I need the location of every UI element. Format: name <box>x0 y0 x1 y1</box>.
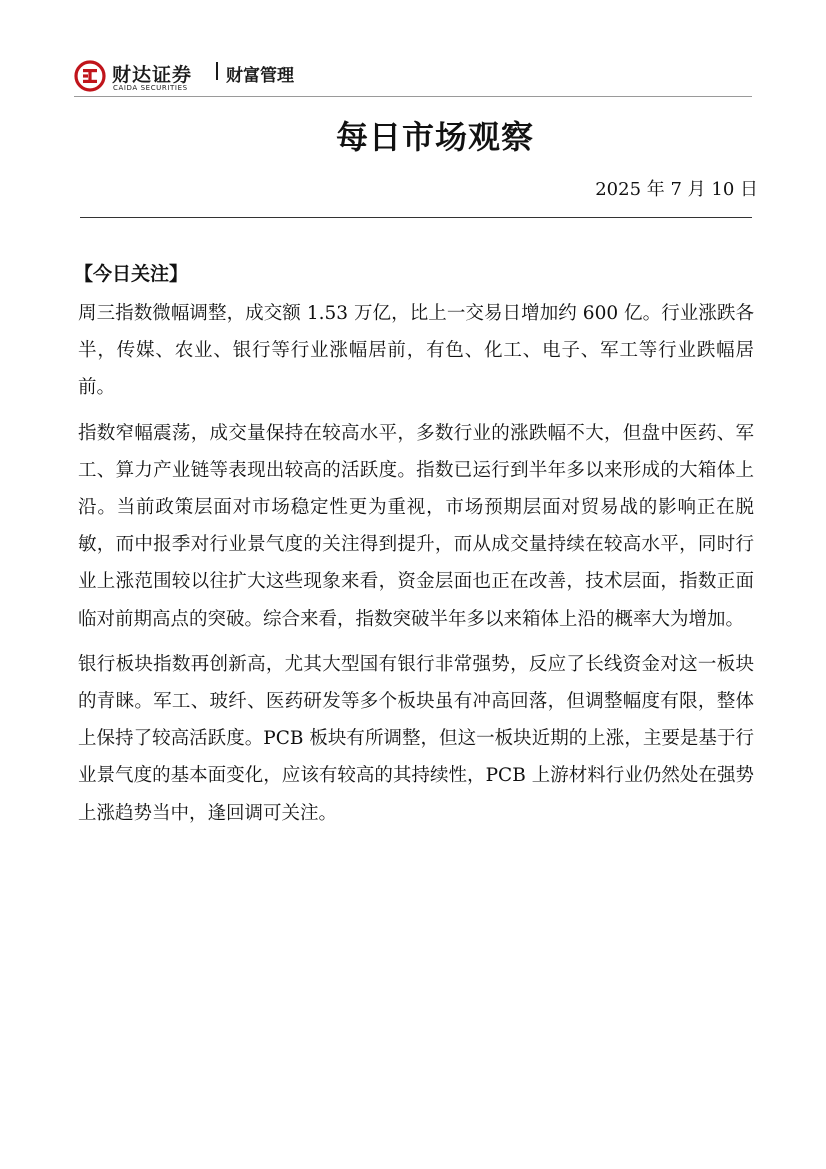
caida-logo-icon <box>74 60 106 92</box>
page-header <box>74 58 754 98</box>
brand-subtitle: 财富管理 <box>226 66 294 86</box>
date-rule <box>80 217 752 218</box>
brand-name-cn: 财达证券 <box>112 64 193 86</box>
document-date: 2025 年 7 月 10 日 <box>595 179 758 200</box>
paragraph-3: 银行板块指数再创新高，尤其大型国有银行非常强势，反应了长线资金对这一板块的青睐。军工、玻纤、医药研发等多个板块虽有冲高回落，但调整幅度有限，整体上保持了较高活跃度。PCB 板块有所调整，但这一板块近期的上涨，主要是基于行业景气度的基本面变化，应该有较高的其持续性，PCB 上游材料行业仍然处在强势上涨趋势当中，逢回调可关注。 <box>78 653 754 824</box>
brand-name-en: CAIDA SECURITIES <box>113 84 188 92</box>
paragraph-1: 周三指数微幅调整，成交额 1.53 万亿，比上一交易日增加约 600 亿。行业涨跌各半，传媒、农业、银行等行业涨幅居前，有色、化工、电子、军工等行业跌幅居前。 <box>78 303 754 399</box>
header-rule <box>74 96 752 97</box>
section-body <box>78 295 754 840</box>
paragraph-2: 指数窄幅震荡，成交量保持在较高水平，多数行业的涨跌幅不大，但盘中医药、军工、算力产业链等表现出较高的活跃度。指数已运行到半年多以来形成的大箱体上沿。当前政策层面对市场稳定性更为重视，市场预期层面对贸易战的影响正在脱敏，而中报季对行业景气度的关注得到提升，而从成交量持续在较高水平，同时行业上涨范围较以往扩大这些现象来看，资金层面也正在改善，技术层面，指数正面临对前期高点的突破。综合来看，指数突破半年多以来箱体上沿的概率大为增加。 <box>78 422 754 630</box>
section-heading: 【今日关注】 <box>74 263 189 285</box>
document-title: 每日市场观察 <box>335 118 534 156</box>
brand-divider <box>216 62 218 80</box>
